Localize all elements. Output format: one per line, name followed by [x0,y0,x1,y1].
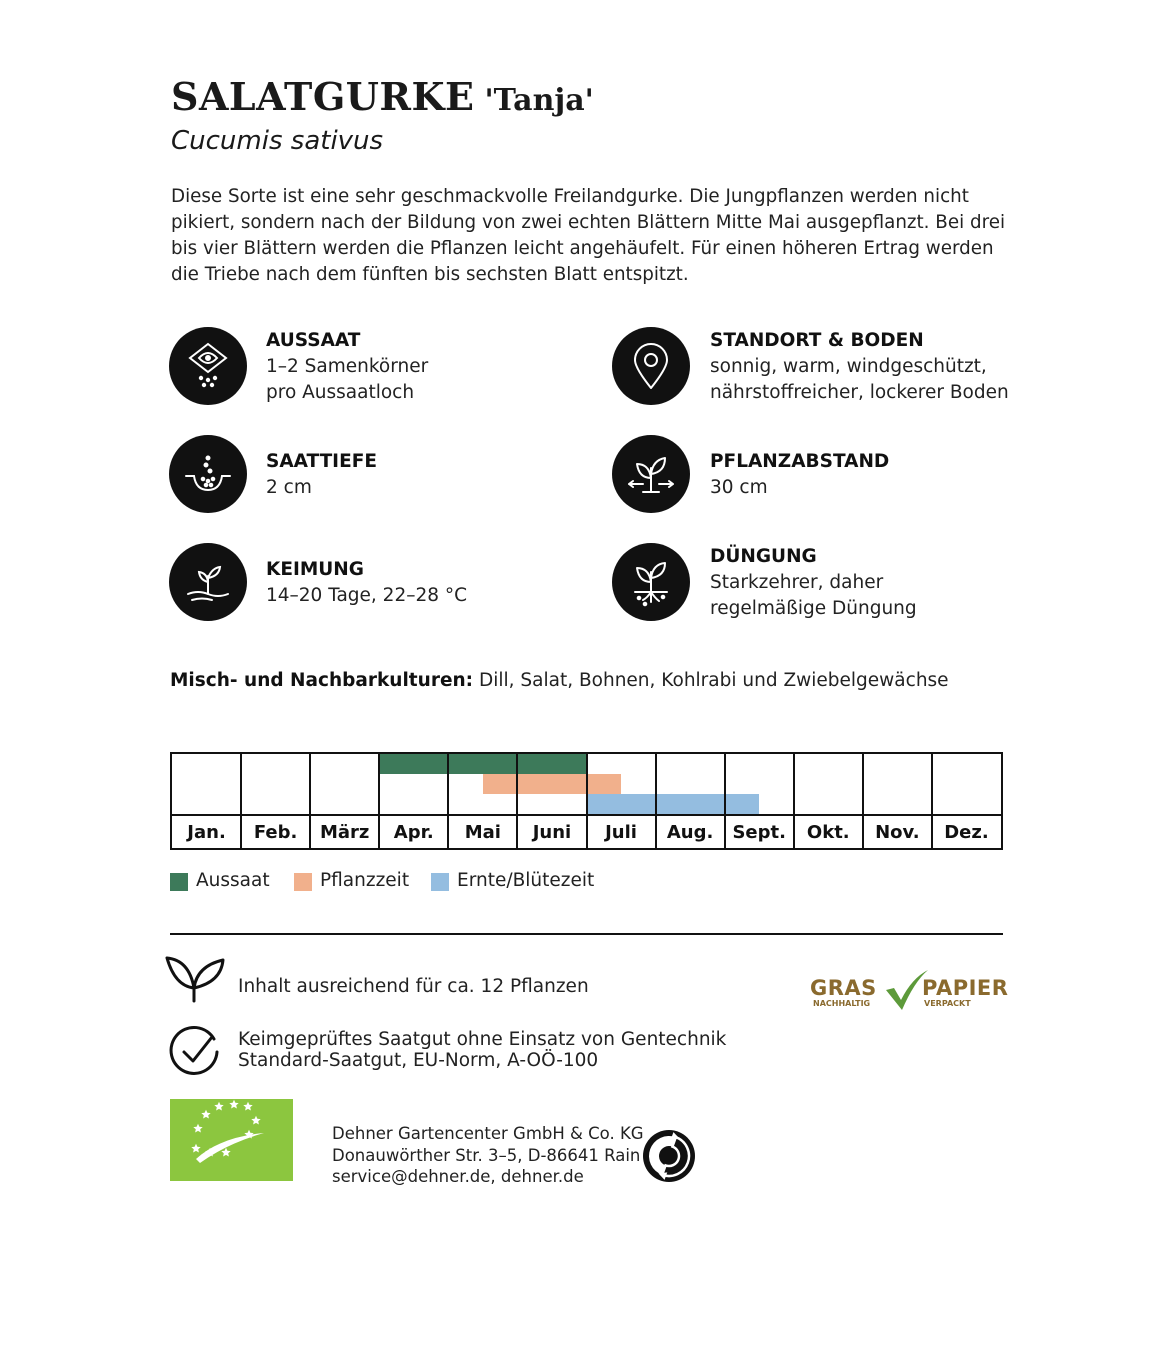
quality-line1: Keimgeprüftes Saatgut ohne Einsatz von Gentechnik [238,1029,727,1050]
saattiefe-line1: 2 cm [266,477,312,498]
variety-name: 'Tanja' [484,83,594,118]
legend-swatch-pflanzzeit [294,873,312,891]
legend-swatch-aussaat [170,873,188,891]
logo-papier: PAPIER [922,976,1009,1000]
calendar-divider [172,814,1001,816]
company-contact: service@dehner.de, dehner.de [332,1167,584,1186]
duengung-title: DÜNGUNG [710,546,817,567]
companion-plants [170,670,949,691]
calendar-month-11: Nov. [875,822,920,843]
calendar-month-9: Sept. [732,822,786,843]
legend-swatch-ernte [431,873,449,891]
calendar-month-2: Feb. [253,822,298,843]
standort-title: STANDORT & BODEN [710,330,924,351]
divider-line [170,933,1003,935]
plant-spacing-icon [612,435,690,513]
company-name: Dehner Gartencenter GmbH & Co. KG [332,1124,644,1143]
logo-verpackt: VERPACKT [924,999,971,1008]
sowing-calendar [170,752,1003,850]
product-name: SALATGURKE [171,74,475,119]
logo-nachhaltig: NACHHALTIG [813,999,871,1008]
companion-label: Misch- und Nachbarkulturen: [170,670,474,691]
graspapier-logo [808,968,1009,1012]
latin-name: Cucumis sativus [171,126,384,156]
check-circle-icon [168,1025,222,1083]
product-title [171,74,594,119]
quality-line2: Standard-Saatgut, EU-Norm, A-OÖ-100 [238,1050,599,1071]
fertilizer-plant-icon [612,543,690,621]
leaf-icon [163,954,229,1008]
duengung-line2: regelmäßige Düngung [710,598,917,619]
legend-ernte: Ernte/Blütezeit [457,870,595,891]
duengung-line1: Starkzehrer, daher [710,572,884,593]
description: Diese Sorte ist eine sehr geschmackvolle Freilandgurke. Die Jungpflanzen werden nicht pikiert, sondern nach der Bildung von zwei echten Blättern Mitte Mai ausgepflanzt. Bei drei bis vier Blättern werden die Pflanzen leicht angehäufelt. Für einen höheren Ertrag werden die Triebe nach dem fünften bis sechsten Blatt entspitzt. [171,186,1006,285]
seedling-icon [169,543,247,621]
company-street: Donauwörther Str. 3–5, D-86641 Rain [332,1145,641,1165]
saattiefe-title: SAATTIEFE [266,451,377,472]
content-amount: Inhalt ausreichend für ca. 12 Pflanzen [238,976,589,997]
location-pin-icon [612,327,690,405]
aussaat-line2: pro Aussaatloch [266,382,415,403]
legend-pflanzzeit: Pflanzzeit [320,870,410,891]
companion-list: Dill, Salat, Bohnen, Kohlrabi und Zwiebelgewächse [473,670,949,691]
keimung-line1: 14–20 Tage, 22–28 °C [266,585,468,606]
calendar-month-8: Aug. [666,822,714,843]
band-ernte [587,794,760,814]
pflanzabstand-line1: 30 cm [710,477,768,498]
eu-organic-logo [170,1099,293,1181]
standort-line1: sonnig, warm, windgeschützt, [710,356,987,377]
keimung-title: KEIMUNG [266,559,364,580]
calendar-month-1: Jan. [187,822,226,843]
calendar-month-5: Mai [464,822,501,843]
logo-gras: GRAS [810,976,877,1000]
band-aussaat [379,754,586,774]
sowing-depth-icon [169,435,247,513]
pflanzabstand-title: PFLANZABSTAND [710,451,890,472]
recycling-dot-icon [641,1128,697,1188]
calendar-month-12: Dez. [944,822,989,843]
calendar-month-6: Juni [532,822,572,843]
standort-line2: nährstoffreicher, lockerer Boden [710,382,1009,403]
company-address [332,1123,644,1188]
calendar-month-4: Apr. [393,822,434,843]
band-pflanzzeit [483,774,621,794]
calendar-month-3: März [319,822,370,843]
legend-aussaat: Aussaat [196,870,270,891]
aussaat-line1: 1–2 Samenkörner [266,356,429,377]
aussaat-title: AUSSAAT [266,330,361,351]
calendar-month-10: Okt. [806,822,850,843]
calendar-month-7: Juli [605,822,637,843]
seed-packet-icon [169,327,247,405]
